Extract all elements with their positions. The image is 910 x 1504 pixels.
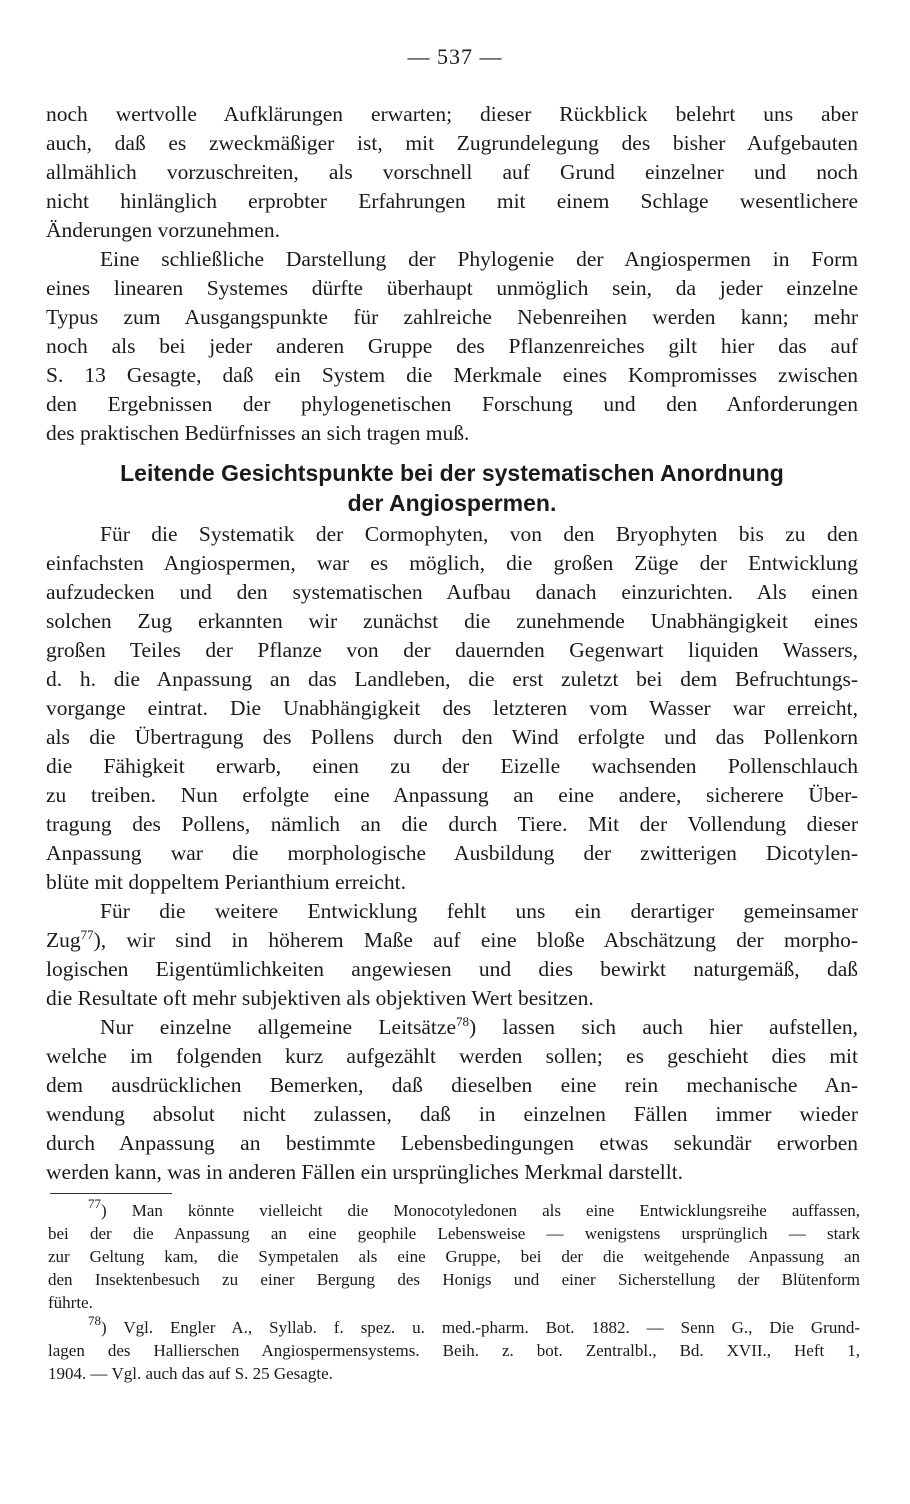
footnote-line: führte. [48,1293,93,1312]
text-line: als die Übertragung des Pollens durch den Wind erfolgte und das Pollenkorn [46,725,858,749]
text-line: Typus zum Ausgangspunkte für zahlreiche Nebenreihen werden kann; mehr [46,305,858,329]
footnote-ref-78: 78 [456,1014,469,1029]
text-line [46,926,858,955]
text-line: solchen Zug erkannten wir zunächst die zunehmende Unabhängigkeit eines [46,609,858,633]
footnote-marker: 78 [88,1316,101,1328]
text-fragment: ) lassen sich auch hier aufstellen, [469,1015,858,1039]
paragraph-3 [46,520,858,897]
text-line: werden kann, was in anderen Fällen ein ursprüngliches Merkmal darstellt. [46,1160,684,1184]
text-fragment: Nur einzelne allgemeine Leitsätze [100,1015,456,1039]
footnote-line [48,1199,860,1222]
footnote-line: bei der die Anpassung an eine geophile Lebensweise — wenigstens ursprünglich — stark [48,1224,860,1243]
text-line: großen Teiles der Pflanze von der dauernden Gegenwart liquiden Wassers, [46,638,858,662]
text-line: tragung des Pollens, nämlich an die durch Tiere. Mit der Vollendung dieser [46,812,858,836]
paragraph-4 [46,897,858,1013]
text-line: Änderungen vorzunehmen. [46,218,281,242]
text-line: wendung absolut nicht zulassen, daß in einzelnen Fällen immer wieder [46,1102,858,1126]
footnote-marker: 77 [88,1199,101,1211]
text-fragment: ), wir sind in höherem Maße auf eine bloße Abschätzung der morpho- [93,928,858,952]
text-line: dem ausdrücklichen Bemerken, daß dieselben eine rein mechanische An- [46,1073,858,1097]
text-line: noch als bei jeder anderen Gruppe des Pflanzenreiches gilt hier das auf [46,334,858,358]
text-line: Für die weitere Entwicklung fehlt uns ein derartiger gemeinsamer [100,899,858,923]
footnote-divider [50,1193,172,1194]
text-line: eines linearen Systemes dürfte überhaupt unmöglich sein, da jeder einzelne [46,276,858,300]
text-fragment: ) Vgl. Engler A., Syllab. f. spez. u. med.-pharm. Bot. 1882. — Senn G., Die Grund- [101,1318,860,1337]
text-line: logischen Eigentümlichkeiten angewiesen und dies bewirkt naturgemäß, daß [46,957,858,981]
body-text [46,100,858,1187]
text-line: welche im folgenden kurz aufgezählt werden sollen; es geschieht dies mit [46,1044,858,1068]
text-fragment: ) Man könnte vielleicht die Monocotyledonen als eine Entwicklungsreihe auffassen, [101,1201,860,1220]
text-line [46,1013,858,1042]
footnote-line: zur Geltung kam, die Sympetalen als eine Gruppe, bei der die weitgehende Anpassung an [48,1247,860,1266]
text-line: blüte mit doppeltem Perianthium erreicht. [46,870,407,894]
page-number: — 537 — [407,44,503,69]
paragraph-1 [46,100,858,245]
section-heading-line: der Angiospermen. [347,490,557,516]
footnote-ref-77: 77 [80,927,94,942]
text-line: Für die Systematik der Cormophyten, von den Bryophyten bis zu den [100,522,858,546]
text-line: Anpassung war die morphologische Ausbildung der zwitterigen Dicotylen- [46,841,858,865]
footnote-line: 1904. — Vgl. auch das auf S. 25 Gesagte. [48,1364,333,1383]
section-heading-line: Leitende Gesichtspunkte bei der systematischen Anordnung [120,460,784,486]
text-line: den Ergebnissen der phylogenetischen Forschung und den Anforderungen [46,392,858,416]
footnote-line [48,1316,860,1339]
text-line: Eine schließliche Darstellung der Phylogenie der Angiospermen in Form [100,247,858,271]
text-line: durch Anpassung an bestimmte Lebensbedingungen etwas sekundär erworben [46,1131,858,1155]
text-line: auch, daß es zweckmäßiger ist, mit Zugrundelegung des bisher Aufgebauten [46,131,858,155]
paragraph-2 [46,245,858,448]
footnote-77 [48,1199,860,1314]
footnote-line: lagen des Hallierschen Angiospermensystems. Beih. z. bot. Zentralbl., Bd. XVII., Heft 1, [48,1341,860,1360]
text-line: des praktischen Bedürfnisses an sich tragen muß. [46,421,470,445]
text-line: aufzudecken und den systematischen Aufbau danach einzurichten. Als einen [46,580,858,604]
text-line: d. h. die Anpassung an das Landleben, die erst zuletzt bei dem Befruchtungs- [46,667,858,691]
text-line: die Fähigkeit erwarb, einen zu der Eizelle wachsenden Pollenschlauch [46,754,858,778]
text-line: vorgange eintrat. Die Unabhängigkeit des letzteren vom Wasser war erreicht, [46,696,858,720]
text-line: einfachsten Angiospermen, war es möglich, die großen Züge der Entwicklung [46,551,858,575]
footnote-78 [48,1316,860,1385]
text-line: S. 13 Gesagte, daß ein System die Merkmale eines Kompromisses zwischen [46,363,858,387]
text-line: noch wertvolle Aufklärungen erwarten; dieser Rückblick belehrt uns aber [46,102,858,126]
paragraph-5 [46,1013,858,1187]
text-line: nicht hinlänglich erprobter Erfahrungen mit einem Schlage wesentlichere [46,189,858,213]
section-heading [46,458,858,518]
text-line: zu treiben. Nun erfolgte eine Anpassung an eine andere, sicherere Über- [46,783,858,807]
footnotes [48,1199,860,1385]
text-line: die Resultate oft mehr subjektiven als objektiven Wert besitzen. [46,986,594,1010]
text-line: allmählich vorzuschreiten, als vorschnell auf Grund einzelner und noch [46,160,858,184]
text-fragment: Zug [46,928,81,952]
footnote-line: den Insektenbesuch zu einer Bergung des Honigs und einer Sicherstellung der Blütenform [48,1270,860,1289]
